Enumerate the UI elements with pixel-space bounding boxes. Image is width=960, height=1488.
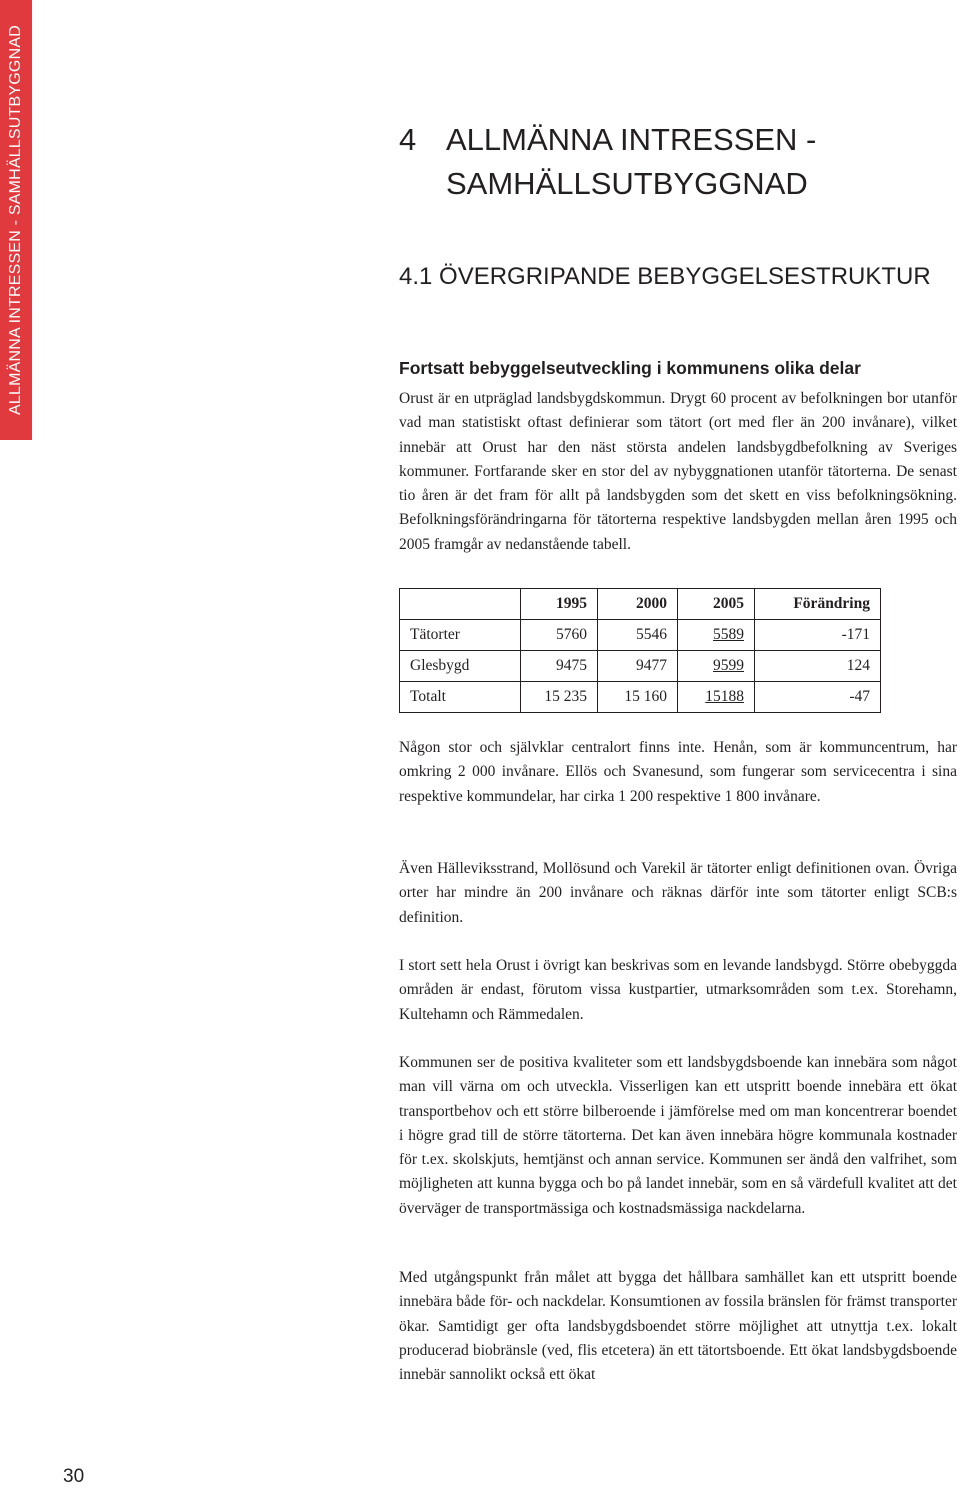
table-cell: 9477 [598, 651, 678, 682]
table-header-cell: 2000 [598, 589, 678, 620]
table-cell: 15188 [678, 682, 755, 713]
table-header-row [400, 589, 881, 620]
population-table [399, 588, 881, 713]
chapter-side-tab [0, 0, 32, 440]
paragraph-3: Även Hälleviksstrand, Mollösund och Varekil är tätorter enligt definitionen ovan. Övriga orter har mindre än 200 invånare och räknas därför inte som tätorter enligt SCB:s definition. [399, 860, 957, 926]
page-number: 30 [63, 1466, 85, 1487]
table-cell: 15 160 [598, 682, 678, 713]
side-tab-label: ALLMÄNNA INTRESSEN - SAMHÄLLSUTBYGGNAD [7, 25, 24, 415]
table-header-cell [400, 589, 521, 620]
table-cell: 9475 [521, 651, 598, 682]
table-header-cell: 2005 [678, 589, 755, 620]
chapter-number: 4 [399, 122, 417, 157]
table-cell: 5546 [598, 620, 678, 651]
table-cell: Glesbygd [400, 651, 521, 682]
chapter-title [399, 118, 816, 206]
paragraph-6: Med utgångspunkt från målet att bygga det hållbara samhället kan ett utspritt boende innebära både för- och nackdelar. Konsumtionen av fossila bränslen för främst transporter ökar. Samtidigt ger ofta landsbygdsboendet större möjlighet att utnyttja t.ex. lokalt producerad biobränsle (ved, flis etcetera) än ett tätortsboende. Ett ökat landsbygdsboende innebär sannolikt också ett ökat [399, 1269, 957, 1384]
paragraph-1: Orust är en utpräglad landsbygdskommun. Drygt 60 procent av befolkningen bor utanför vad man statistiskt oftast definierar som tätort (ort med fler än 200 invånare), vilket innebär att Orust har den näst största andelen landsbygdbefolkning av Sveriges kommuner. Fortfarande sker en stor del av nybyggnationen utanför tätorterna. De senast tio åren är det fram för allt på landsbygden som det skett en viss befolkningsökning. Befolkningsförändringarna för tätorterna respektive landsbygden mellan åren 1995 och 2005 framgår av nedanstående tabell. [399, 390, 957, 553]
table-row [400, 682, 881, 713]
table-cell: 124 [755, 651, 881, 682]
table-row [400, 651, 881, 682]
table-cell: 5589 [678, 620, 755, 651]
table-header-cell: Förändring [755, 589, 881, 620]
table-cell: -171 [755, 620, 881, 651]
paragraph-5: Kommunen ser de positiva kvaliteter som ett landsbygdsboende kan innebära som något man vill värna om och utveckla. Visserligen kan ett utspritt boende innebära ett ökat transportbehov och ett större bilberoende i jämförelse med om man koncentrerar boendet i högre grad till de större tätorterna. Det kan även innebära högre kommunala kostnader för t.ex. skolskjuts, hemtjänst och annan service. Kommunen ser ändå den valfrihet, som möjligheten att kunna bygga och bo på landet innebär, som en så värdefull kvalitet att det överväger de transportmässiga och kostnadsmässiga nackdelarna. [399, 1054, 957, 1217]
table-header-cell: 1995 [521, 589, 598, 620]
chapter-title-line1: ALLMÄNNA INTRESSEN - [446, 122, 817, 157]
table-cell: 5760 [521, 620, 598, 651]
table-cell: -47 [755, 682, 881, 713]
paragraph-4: I stort sett hela Orust i övrigt kan beskrivas som en levande landsbygd. Större obebyggda områden är endast, förutom vissa kustpartier, utmarksområden som t.ex. Storehamn, Kultehamn och Rämmedalen. [399, 957, 957, 1023]
section-title: 4.1 ÖVERGRIPANDE BEBYGGELSESTRUKTUR [399, 263, 931, 290]
table-row [400, 620, 881, 651]
subheading: Fortsatt bebyggelseutveckling i kommunens olika delar [399, 358, 861, 378]
table-cell: 9599 [678, 651, 755, 682]
table-cell: Tätorter [400, 620, 521, 651]
table-cell: 15 235 [521, 682, 598, 713]
table-cell: Totalt [400, 682, 521, 713]
chapter-title-line2: SAMHÄLLSUTBYGGNAD [446, 166, 808, 201]
paragraph-2: Någon stor och självklar centralort finns inte. Henån, som är kommuncentrum, har omkring 2 000 invånare. Ellös och Svanesund, som fungerar som servicecentra i sina respektive kommundelar, har cirka 1 200 respektive 1 800 invånare. [399, 739, 957, 805]
